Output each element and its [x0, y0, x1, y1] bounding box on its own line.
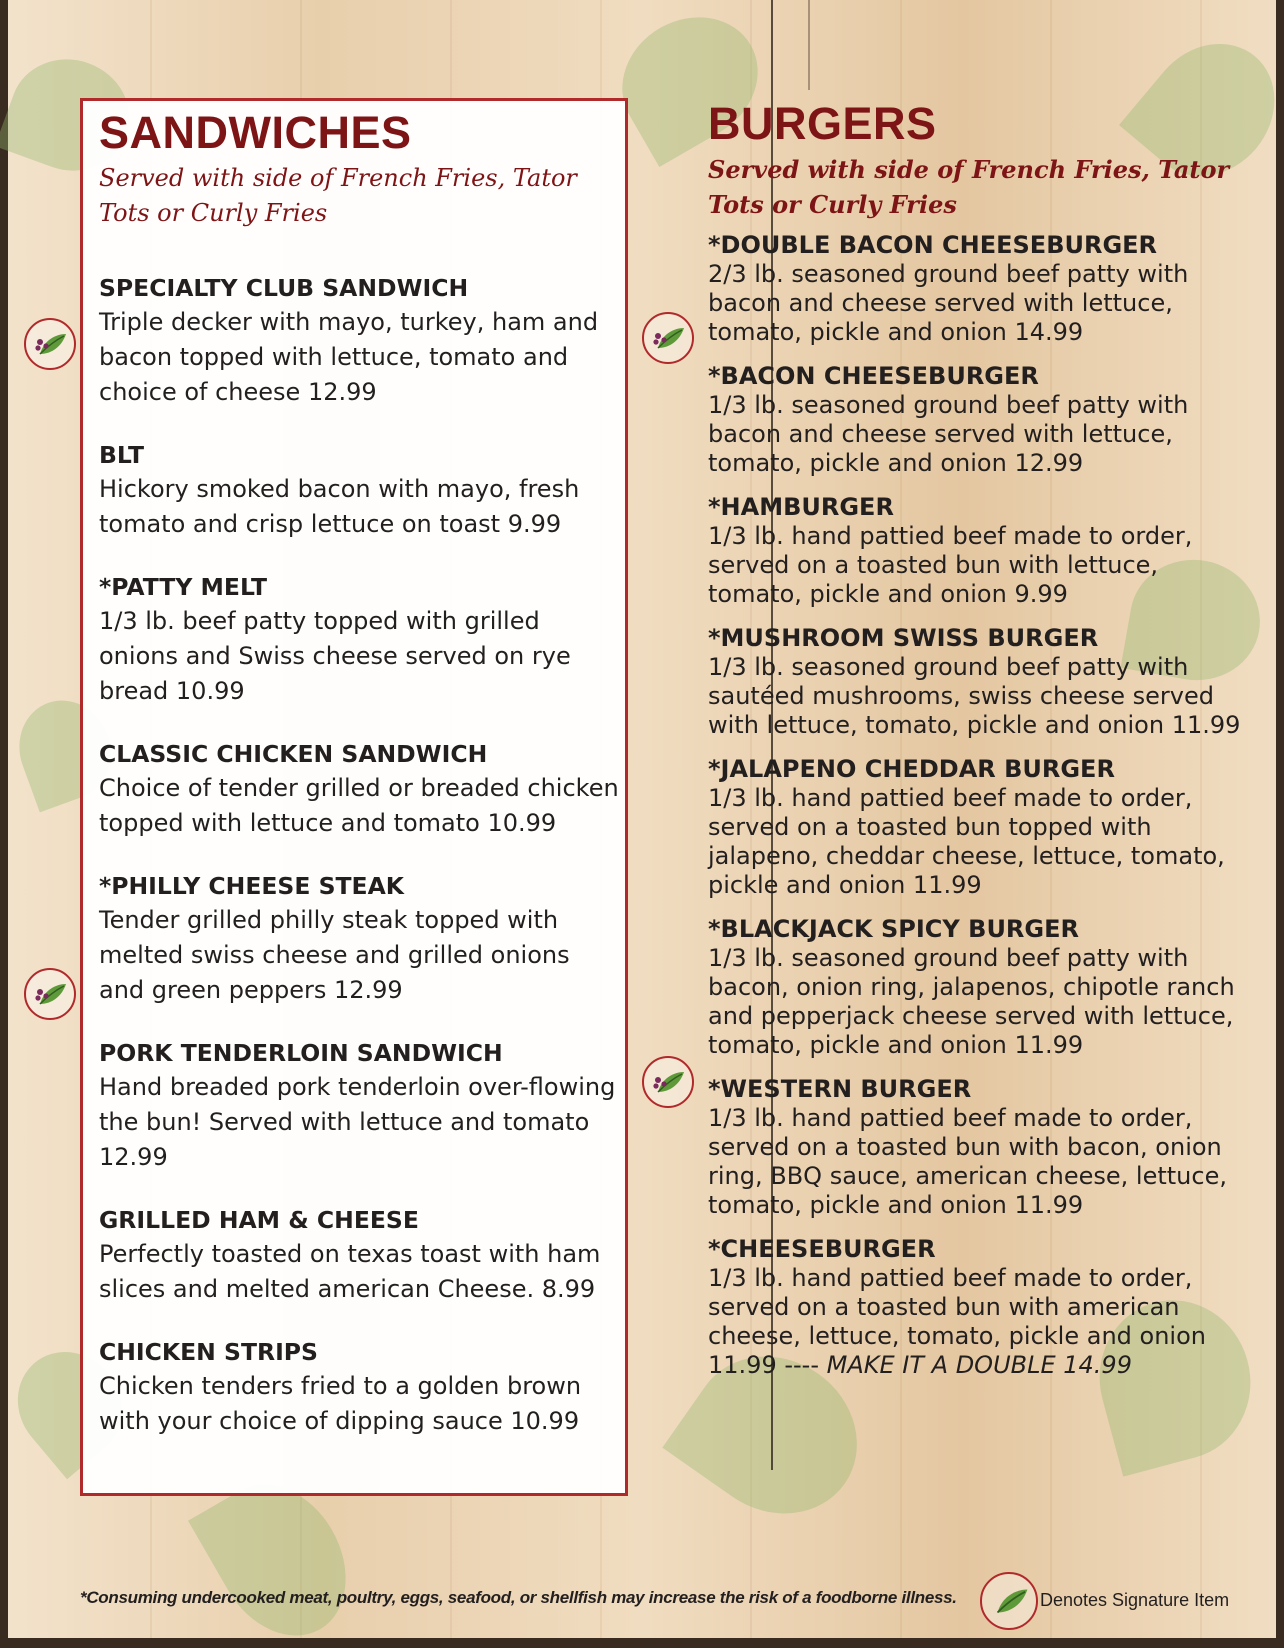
- burger-item-description-text: 1/3 lb. hand pattied beef made to order, served on a toasted bun with lettuce, tomato, pickle and onion 9.99: [708, 522, 1193, 608]
- burger-item-name: *WESTERN BURGER: [708, 1075, 972, 1103]
- burger-item-description: [708, 944, 1248, 1060]
- sandwich-item-name: *PHILLY CHEESE STEAK: [99, 872, 404, 900]
- signature-leaf-icon: [642, 312, 694, 364]
- sandwich-item-description: Tender grilled philly steak topped with melted swiss cheese and grilled onions and green peppers 12.99: [99, 906, 570, 1004]
- frame-right-edge: [1276, 0, 1284, 1648]
- sandwich-item-name: PORK TENDERLOIN SANDWICH: [99, 1039, 503, 1067]
- frame-left-edge: [0, 0, 8, 1648]
- burger-menu-item: [708, 1074, 1268, 1220]
- burger-item-description-text: 1/3 lb. hand pattied beef made to order, served on a toasted bun with bacon, onion ring, BBQ sauce, american cheese, lettuce, tomato, pickle and onion 11.99: [708, 1104, 1227, 1219]
- sandwich-item-description: Choice of tender grilled or breaded chicken topped with lettuce and tomato 10.99: [99, 774, 619, 837]
- sandwich-item-description: Triple decker with mayo, turkey, ham and bacon topped with lettuce, tomato and choice of cheese 12.99: [99, 308, 599, 406]
- burger-item-description: [708, 391, 1248, 478]
- signature-legend-label: Denotes Signature Item: [1040, 1590, 1230, 1610]
- burger-menu-item: [708, 361, 1268, 478]
- sandwich-item-name: GRILLED HAM & CHEESE: [99, 1206, 419, 1234]
- burger-item-description: [708, 522, 1248, 609]
- foodborne-illness-disclaimer: *Consuming undercooked meat, poultry, eggs, seafood, or shellfish may increase the risk of a foodborne illness.: [80, 1588, 957, 1607]
- burger-menu-item: [708, 914, 1268, 1060]
- legend-signature-leaf-icon: [980, 1572, 1038, 1630]
- sandwich-item-description: Chicken tenders fried to a golden brown with your choice of dipping sauce 10.99: [99, 1372, 582, 1435]
- sandwich-menu-item: [99, 737, 619, 841]
- burger-item-name: *BACON CHEESEBURGER: [708, 362, 1039, 390]
- signature-leaf-icon: [642, 1056, 694, 1108]
- burger-item-name: *BLACKJACK SPICY BURGER: [708, 915, 1079, 943]
- sandwich-menu-item: [99, 1036, 619, 1175]
- burgers-list: [708, 230, 1268, 1380]
- signature-leaf-icon: [24, 318, 76, 370]
- sandwich-menu-item: [99, 1203, 619, 1307]
- burger-item-description-text: 1/3 lb. hand pattied beef made to order, served on a toasted bun with american cheese, lettuce, tomato, pickle and onion 11.99 ----: [708, 1264, 1206, 1379]
- burger-item-description: [708, 1104, 1248, 1220]
- sandwich-item-description: Perfectly toasted on texas toast with ham slices and melted american Cheese. 8.99: [99, 1240, 601, 1303]
- burger-item-description: [708, 260, 1248, 347]
- make-it-a-double-note: MAKE IT A DOUBLE 14.99: [826, 1351, 1132, 1379]
- burgers-section: [708, 98, 1268, 1380]
- burger-item-description-text: 1/3 lb. hand pattied beef made to order, served on a toasted bun topped with jalapeno, cheddar cheese, lettuce, tomato, pickle and onion 11.99: [708, 784, 1225, 899]
- sandwich-item-name: BLT: [99, 441, 145, 469]
- burger-item-description-text: 2/3 lb. seasoned ground beef patty with bacon and cheese served with lettuce, tomato, pickle and onion 14.99: [708, 260, 1189, 346]
- sandwich-item-name: SPECIALTY CLUB SANDWICH: [99, 274, 469, 302]
- sandwich-menu-item: [99, 271, 619, 410]
- burger-item-name: *DOUBLE BACON CHEESEBURGER: [708, 231, 1158, 259]
- burger-menu-item: [708, 1234, 1268, 1380]
- burger-item-name: *CHEESEBURGER: [708, 1235, 936, 1263]
- sandwiches-subtitle: Served with side of French Fries, Tator Tots or Curly Fries: [99, 164, 577, 227]
- burger-item-description-text: 1/3 lb. seasoned ground beef patty with bacon, onion ring, jalapenos, chipotle ranch and pepperjack cheese served with lettuce, tomato, pickle and onion 11.99: [708, 944, 1235, 1059]
- burger-menu-item: [708, 623, 1268, 740]
- sandwich-item-name: *PATTY MELT: [99, 573, 268, 601]
- burger-item-name: *JALAPENO CHEDDAR BURGER: [708, 755, 1115, 783]
- burger-item-description-text: 1/3 lb. seasoned ground beef patty with bacon and cheese served with lettuce, tomato, pickle and onion 12.99: [708, 391, 1189, 477]
- sandwich-menu-item: [99, 869, 619, 1008]
- frame-bottom-edge: [0, 1638, 1284, 1648]
- burger-menu-item: [708, 230, 1268, 347]
- signature-leaf-icon: [24, 968, 76, 1020]
- sandwich-item-name: CLASSIC CHICKEN SANDWICH: [99, 740, 488, 768]
- sandwich-menu-item: [99, 1335, 619, 1439]
- burger-item-description: [708, 784, 1248, 900]
- burger-menu-item: [708, 754, 1268, 900]
- sandwich-menu-item: [99, 438, 619, 542]
- sandwich-item-description: 1/3 lb. beef patty topped with grilled onions and Swiss cheese served on rye bread 10.99: [99, 607, 571, 705]
- burger-item-description-text: 1/3 lb. seasoned ground beef patty with sautéed mushrooms, swiss cheese served with lettuce, tomato, pickle and onion 11.99: [708, 653, 1241, 739]
- burger-item-description: [708, 653, 1248, 740]
- burger-item-name: *MUSHROOM SWISS BURGER: [708, 624, 1099, 652]
- sandwich-item-description: Hickory smoked bacon with mayo, fresh tomato and crisp lettuce on toast 9.99: [99, 475, 580, 538]
- board-seam: [808, 0, 810, 90]
- sandwich-menu-item: [99, 570, 619, 709]
- burger-item-name: *HAMBURGER: [708, 493, 894, 521]
- sandwich-item-description: Hand breaded pork tenderloin over-flowing the bun! Served with lettuce and tomato 12.99: [99, 1073, 616, 1171]
- sandwiches-section: [80, 98, 628, 1496]
- burger-menu-item: [708, 492, 1268, 609]
- burger-item-description: [708, 1264, 1248, 1380]
- sandwiches-list: [99, 271, 625, 1439]
- sandwich-item-name: CHICKEN STRIPS: [99, 1338, 318, 1366]
- burgers-title: BURGERS: [708, 98, 937, 149]
- sandwiches-title: SANDWICHES: [99, 107, 412, 158]
- burgers-subtitle: Served with side of French Fries, Tator Tots or Curly Fries: [708, 155, 1230, 219]
